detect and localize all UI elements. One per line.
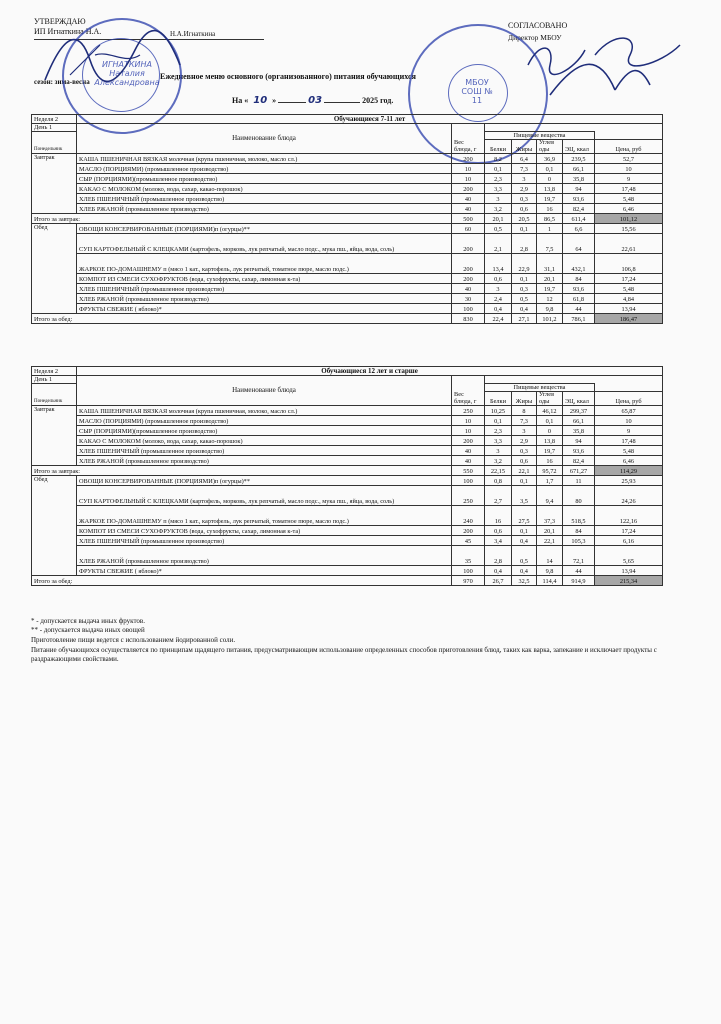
dish-name: СУП КАРТОФЕЛЬНЫЙ С КЛЕЦКАМИ (картофель, морковь, лук репчатый, масло подс., мука пш., яйца, вода, соль) — [77, 486, 452, 506]
dish-weight: 40 — [452, 194, 485, 204]
column-weight-header: Вес блюда, г — [452, 376, 485, 406]
dish-protein: 2,3 — [485, 174, 512, 184]
weekday-label: Понедельник — [32, 132, 77, 154]
dish-price: 13,94 — [595, 566, 663, 576]
dish-weight: 100 — [452, 566, 485, 576]
table-row — [32, 526, 663, 536]
dish-carbs: 19,7 — [537, 284, 563, 294]
dish-fat: 2,9 — [512, 436, 537, 446]
dish-price: 17,24 — [595, 526, 663, 536]
dish-fat: 7,3 — [512, 416, 537, 426]
dish-price: 15,56 — [595, 224, 663, 234]
total-row — [32, 214, 663, 224]
table-row — [32, 436, 663, 446]
dish-fat: 3 — [512, 174, 537, 184]
dish-energy: 66,1 — [563, 416, 595, 426]
meal-label: Завтрак — [32, 154, 77, 214]
table-row — [32, 416, 663, 426]
agreed-label: СОГЛАСОВАНО — [508, 21, 568, 30]
dish-name: КАША ПШЕНИЧНАЯ ВЯЗКАЯ молочная (крупа пшеничная, молоко, масло сл.) — [77, 406, 452, 416]
dish-energy: 82,4 — [563, 204, 595, 214]
dish-name: ЖАРКОЕ ПО-ДОМАШНЕМУ п (мясо 1 кат., картофель, лук репчатый, томатное пюре, масло подс.) — [77, 254, 452, 274]
dish-carbs: 7,5 — [537, 234, 563, 254]
dish-weight: 10 — [452, 164, 485, 174]
dish-fat: 7,3 — [512, 164, 537, 174]
dish-protein: 3 — [485, 194, 512, 204]
dish-protein: 0,6 — [485, 526, 512, 536]
dish-carbs: 13,8 — [537, 436, 563, 446]
dish-name: ЖАРКОЕ ПО-ДОМАШНЕМУ п (мясо 1 кат., картофель, лук репчатый, томатное пюре, масло подс.) — [77, 506, 452, 526]
dish-protein: 3 — [485, 284, 512, 294]
dish-carbs: 14 — [537, 546, 563, 566]
dish-carbs: 9,8 — [537, 566, 563, 576]
signature-right-icon — [520, 25, 690, 100]
table-row — [32, 194, 663, 204]
total-carbs: 95,72 — [537, 466, 563, 476]
dish-weight: 30 — [452, 294, 485, 304]
total-label: Итого за обед: — [32, 314, 452, 324]
dish-fat: 3 — [512, 426, 537, 436]
dish-carbs: 0 — [537, 174, 563, 184]
dish-name: МАСЛО (ПОРЦИЯМИ) (промышленное производство) — [77, 164, 452, 174]
dish-fat: 0,5 — [512, 294, 537, 304]
dish-name: ФРУКТЫ СВЕЖИЕ ( яблоко)* — [77, 304, 452, 314]
table-row — [32, 284, 663, 294]
dish-weight: 10 — [452, 416, 485, 426]
note-vegetables: ** - допускается выдача иных овощей — [31, 626, 145, 634]
dish-name: ОВОЩИ КОНСЕРВИРОВАННЫЕ (ПОРЦИЯМИ)п (огурцы)** — [77, 476, 452, 486]
dish-fat: 0,3 — [512, 284, 537, 294]
table-row — [32, 304, 663, 314]
dish-protein: 0,5 — [485, 224, 512, 234]
dish-price: 25,93 — [595, 476, 663, 486]
dish-price: 17,48 — [595, 436, 663, 446]
dish-name: ХЛЕБ ПШЕНИЧНЫЙ (промышленное производство) — [77, 536, 452, 546]
dish-energy: 299,37 — [563, 406, 595, 416]
dish-weight: 200 — [452, 154, 485, 164]
total-label: Итого за завтрак: — [32, 466, 452, 476]
dish-protein: 3,3 — [485, 184, 512, 194]
table-row — [32, 294, 663, 304]
dish-energy: 94 — [563, 436, 595, 446]
dish-protein: 2,7 — [485, 486, 512, 506]
total-carbs: 101,2 — [537, 314, 563, 324]
dish-carbs: 22,1 — [537, 536, 563, 546]
dish-name: ХЛЕБ РЖАНОЙ (промышленное производство) — [77, 456, 452, 466]
dish-weight: 200 — [452, 526, 485, 536]
dish-price: 5,48 — [595, 284, 663, 294]
dish-price: 106,8 — [595, 254, 663, 274]
dish-carbs: 46,12 — [537, 406, 563, 416]
dish-carbs: 16 — [537, 204, 563, 214]
dish-energy: 93,6 — [563, 284, 595, 294]
dish-protein: 3,2 — [485, 204, 512, 214]
dish-fat: 0,6 — [512, 204, 537, 214]
dish-fat: 0,4 — [512, 304, 537, 314]
dish-protein: 0,8 — [485, 476, 512, 486]
total-carbs: 86,5 — [537, 214, 563, 224]
dish-price: 6,16 — [595, 536, 663, 546]
dish-carbs: 12 — [537, 294, 563, 304]
total-energy: 671,27 — [563, 466, 595, 476]
dish-fat: 0,3 — [512, 194, 537, 204]
column-name-header: Наименование блюда — [77, 376, 452, 406]
dish-weight: 200 — [452, 436, 485, 446]
price-header: Цена, руб — [595, 392, 663, 406]
dish-weight: 40 — [452, 204, 485, 214]
dish-fat: 2,8 — [512, 234, 537, 254]
dish-weight: 200 — [452, 274, 485, 284]
menu-table-12-plus — [31, 366, 663, 586]
dish-weight: 100 — [452, 476, 485, 486]
dish-weight: 60 — [452, 224, 485, 234]
dish-weight: 250 — [452, 486, 485, 506]
dish-protein: 0,1 — [485, 164, 512, 174]
table-row — [32, 234, 663, 254]
total-price: 114,29 — [595, 466, 663, 476]
dish-fat: 3,5 — [512, 486, 537, 506]
dish-energy: 35,8 — [563, 174, 595, 184]
dish-weight: 35 — [452, 546, 485, 566]
dish-carbs: 19,7 — [537, 194, 563, 204]
dish-protein: 2,8 — [485, 546, 512, 566]
dish-name: СУП КАРТОФЕЛЬНЫЙ С КЛЕЦКАМИ (картофель, морковь, лук репчатый, масло подс., мука пш., яйца, вода, соль) — [77, 234, 452, 254]
dish-fat: 0,4 — [512, 566, 537, 576]
energy-header: ЭЦ, ккал — [563, 140, 595, 154]
dish-name: СЫР (ПОРЦИЯМИ)(промышленное производство) — [77, 426, 452, 436]
dish-protein: 2,3 — [485, 426, 512, 436]
table-row — [32, 406, 663, 416]
dish-price: 5,65 — [595, 546, 663, 566]
dish-price: 17,24 — [595, 274, 663, 284]
nutrients-header: Пищевые вещества — [485, 132, 595, 140]
dish-name: ОВОЩИ КОНСЕРВИРОВАННЫЕ (ПОРЦИЯМИ)п (огурцы)** — [77, 224, 452, 234]
total-protein: 26,7 — [485, 576, 512, 586]
table-row — [32, 174, 663, 184]
dish-name: КАША ПШЕНИЧНАЯ ВЯЗКАЯ молочная (крупа пшеничная, молоко, масло сл.) — [77, 154, 452, 164]
total-energy: 786,1 — [563, 314, 595, 324]
dish-weight: 250 — [452, 406, 485, 416]
dish-price: 6,46 — [595, 456, 663, 466]
group-title: Обучающиеся 7-11 лет — [77, 115, 663, 124]
date-month: 03 — [308, 95, 323, 106]
dish-energy: 105,3 — [563, 536, 595, 546]
dish-weight: 240 — [452, 506, 485, 526]
dish-weight: 200 — [452, 254, 485, 274]
table-row — [32, 486, 663, 506]
table-row — [32, 204, 663, 214]
dish-name: ХЛЕБ РЖАНОЙ (промышленное производство) — [77, 204, 452, 214]
table-row — [32, 274, 663, 284]
dish-protein: 0,4 — [485, 304, 512, 314]
dish-carbs: 1,7 — [537, 476, 563, 486]
price-header: Цена, руб — [595, 140, 663, 154]
dish-protein: 0,6 — [485, 274, 512, 284]
dish-energy: 84 — [563, 274, 595, 284]
director-label: Директор МБОУ — [508, 33, 562, 42]
protein-header: Белки — [485, 392, 512, 406]
total-row — [32, 466, 663, 476]
fat-header: Жиры — [512, 140, 537, 154]
dish-fat: 2,9 — [512, 184, 537, 194]
dish-fat: 0,3 — [512, 446, 537, 456]
total-energy: 914,9 — [563, 576, 595, 586]
menu-table-7-11 — [31, 114, 663, 324]
signer-left: Н.А.Игнаткина — [170, 30, 216, 38]
table-row — [32, 184, 663, 194]
dish-energy: 35,8 — [563, 426, 595, 436]
dish-energy: 44 — [563, 304, 595, 314]
dish-fat: 0,4 — [512, 536, 537, 546]
stamp-right-text: МБОУ СОШ № 11 — [461, 78, 493, 105]
weekday-label: Понедельник — [32, 384, 77, 406]
dish-name: ХЛЕБ ПШЕНИЧНЫЙ (промышленное производство) — [77, 194, 452, 204]
dish-carbs: 20,1 — [537, 274, 563, 284]
dish-name: КАКАО С МОЛОКОМ (молоко, вода, сахар, какао-порошок) — [77, 184, 452, 194]
total-weight: 500 — [452, 214, 485, 224]
ip-name: ИП Игнаткина Н.А. — [34, 27, 102, 36]
total-protein: 20,1 — [485, 214, 512, 224]
dish-fat: 0,5 — [512, 546, 537, 566]
signature-left-icon — [40, 20, 190, 110]
energy-header: ЭЦ, ккал — [563, 392, 595, 406]
dish-protein: 10,25 — [485, 406, 512, 416]
dish-energy: 64 — [563, 234, 595, 254]
table-row — [32, 154, 663, 164]
note-diet: Питание обучающихся осуществляется по принципам щадящего питания, предусматривающим использование определенных способов приготовления блюд, таких как варка, запекание и исключает продукты с раздражающими свойствами. — [31, 646, 657, 663]
dish-protein: 13,4 — [485, 254, 512, 274]
carbs-header: Углев оды — [537, 392, 563, 406]
dish-protein: 2,4 — [485, 294, 512, 304]
carbs-header: Углев оды — [537, 140, 563, 154]
meal-label: Обед — [32, 224, 77, 314]
total-fat: 20,5 — [512, 214, 537, 224]
dish-carbs: 1 — [537, 224, 563, 234]
dish-price: 13,94 — [595, 304, 663, 314]
dish-energy: 82,4 — [563, 456, 595, 466]
dish-fat: 27,5 — [512, 506, 537, 526]
dish-protein: 8,2 — [485, 154, 512, 164]
total-label: Итого за обед: — [32, 576, 452, 586]
protein-header: Белки — [485, 140, 512, 154]
total-fat: 22,1 — [512, 466, 537, 476]
table-row — [32, 446, 663, 456]
total-price: 186,47 — [595, 314, 663, 324]
dish-price: 6,46 — [595, 204, 663, 214]
dish-protein: 3,2 — [485, 456, 512, 466]
dish-weight: 40 — [452, 456, 485, 466]
dish-weight: 10 — [452, 174, 485, 184]
dish-weight: 40 — [452, 284, 485, 294]
total-protein: 22,4 — [485, 314, 512, 324]
date-prefix: На « — [232, 96, 249, 105]
date-mid: » — [272, 96, 277, 105]
week-label: Неделя 2 — [32, 367, 77, 376]
date-year: 2025 год. — [362, 96, 394, 105]
dish-energy: 93,6 — [563, 446, 595, 456]
dish-price: 22,61 — [595, 234, 663, 254]
total-energy: 611,4 — [563, 214, 595, 224]
dish-energy: 72,1 — [563, 546, 595, 566]
dish-protein: 16 — [485, 506, 512, 526]
table-row — [32, 224, 663, 234]
dish-name: КОМПОТ ИЗ СМЕСИ СУХОФРУКТОВ (вода, сухофрукты, сахар, лимонная к-та) — [77, 274, 452, 284]
total-fat: 32,5 — [512, 576, 537, 586]
dish-weight: 100 — [452, 304, 485, 314]
page-title: Ежедневное меню основного (организованного) питания обучающихся — [160, 72, 416, 81]
note-salt: Приготовление пищи ведется с использованием йодированной соли. — [31, 636, 236, 644]
dish-energy: 84 — [563, 526, 595, 536]
total-row — [32, 576, 663, 586]
nutrients-header: Пищевые вещества — [485, 384, 595, 392]
dish-weight: 200 — [452, 184, 485, 194]
dish-name: ХЛЕБ ПШЕНИЧНЫЙ (промышленное производство) — [77, 284, 452, 294]
dish-fat: 22,9 — [512, 254, 537, 274]
dish-price: 65,87 — [595, 406, 663, 416]
dish-energy: 66,1 — [563, 164, 595, 174]
dish-energy: 80 — [563, 486, 595, 506]
dish-carbs: 19,7 — [537, 446, 563, 456]
meal-label: Завтрак — [32, 406, 77, 466]
stamp-left-text: ИГНАТКИНА Наталия Александровна — [94, 60, 160, 87]
total-weight: 830 — [452, 314, 485, 324]
dish-carbs: 0,1 — [537, 416, 563, 426]
dish-energy: 94 — [563, 184, 595, 194]
dish-carbs: 9,4 — [537, 486, 563, 506]
dish-name: СЫР (ПОРЦИЯМИ)(промышленное производство) — [77, 174, 452, 184]
dish-carbs: 9,8 — [537, 304, 563, 314]
dish-name: ХЛЕБ ПШЕНИЧНЫЙ (промышленное производство) — [77, 446, 452, 456]
table-row — [32, 536, 663, 546]
table-row — [32, 566, 663, 576]
dish-fat: 8 — [512, 406, 537, 416]
date-line — [232, 96, 393, 105]
dish-name: ФРУКТЫ СВЕЖИЕ ( яблоко)* — [77, 566, 452, 576]
dish-energy: 11 — [563, 476, 595, 486]
day-label: День 1 — [32, 376, 77, 384]
note-fruits: * - допускается выдача иных фруктов. — [31, 617, 145, 625]
column-weight-header: Вес блюда, г — [452, 124, 485, 154]
dish-weight: 10 — [452, 426, 485, 436]
dish-price: 4,84 — [595, 294, 663, 304]
table-row — [32, 426, 663, 436]
dish-name: ХЛЕБ РЖАНОЙ (промышленное производство) — [77, 546, 452, 566]
table-row — [32, 456, 663, 466]
total-weight: 550 — [452, 466, 485, 476]
table-row — [32, 164, 663, 174]
day-label: День 1 — [32, 124, 77, 132]
total-price: 215,34 — [595, 576, 663, 586]
dish-fat: 0,1 — [512, 476, 537, 486]
column-name-header: Наименование блюда — [77, 124, 452, 154]
dish-fat: 0,1 — [512, 526, 537, 536]
dish-protein: 0,1 — [485, 416, 512, 426]
dish-energy: 6,6 — [563, 224, 595, 234]
dish-price: 5,48 — [595, 446, 663, 456]
group-title: Обучающиеся 12 лет и старше — [77, 367, 663, 376]
dish-weight: 200 — [452, 234, 485, 254]
dish-name: КОМПОТ ИЗ СМЕСИ СУХОФРУКТОВ (вода, сухофрукты, сахар, лимонная к-та) — [77, 526, 452, 536]
dish-carbs: 36,9 — [537, 154, 563, 164]
dish-protein: 2,1 — [485, 234, 512, 254]
dish-weight: 40 — [452, 446, 485, 456]
dish-energy: 518,5 — [563, 506, 595, 526]
fat-header: Жиры — [512, 392, 537, 406]
dish-price: 5,48 — [595, 194, 663, 204]
week-label: Неделя 2 — [32, 115, 77, 124]
dish-energy: 61,8 — [563, 294, 595, 304]
table-row — [32, 506, 663, 526]
dish-carbs: 0 — [537, 426, 563, 436]
dish-weight: 45 — [452, 536, 485, 546]
dish-fat: 0,1 — [512, 224, 537, 234]
dish-energy: 93,6 — [563, 194, 595, 204]
dish-fat: 6,4 — [512, 154, 537, 164]
total-carbs: 114,4 — [537, 576, 563, 586]
dish-carbs: 13,8 — [537, 184, 563, 194]
total-weight: 970 — [452, 576, 485, 586]
table-row — [32, 254, 663, 274]
total-row — [32, 314, 663, 324]
total-protein: 22,15 — [485, 466, 512, 476]
dish-price: 9 — [595, 174, 663, 184]
table-row — [32, 546, 663, 566]
dish-energy: 44 — [563, 566, 595, 576]
dish-name: ХЛЕБ РЖАНОЙ (промышленное производство) — [77, 294, 452, 304]
dish-protein: 3,3 — [485, 436, 512, 446]
dish-name: МАСЛО (ПОРЦИЯМИ) (промышленное производство) — [77, 416, 452, 426]
total-price: 101,12 — [595, 214, 663, 224]
dish-price: 10 — [595, 164, 663, 174]
dish-carbs: 16 — [537, 456, 563, 466]
dish-fat: 0,6 — [512, 456, 537, 466]
total-label: Итого за завтрак: — [32, 214, 452, 224]
dish-price: 10 — [595, 416, 663, 426]
dish-carbs: 20,1 — [537, 526, 563, 536]
dish-fat: 0,1 — [512, 274, 537, 284]
dish-price: 52,7 — [595, 154, 663, 164]
meal-label: Обед — [32, 476, 77, 576]
dish-energy: 239,5 — [563, 154, 595, 164]
table-row — [32, 476, 663, 486]
dish-price: 9 — [595, 426, 663, 436]
dish-name: КАКАО С МОЛОКОМ (молоко, вода, сахар, какао-порошок) — [77, 436, 452, 446]
date-day: 10 — [253, 95, 268, 106]
dish-protein: 3,4 — [485, 536, 512, 546]
dish-price: 17,48 — [595, 184, 663, 194]
season-label: сезон: зима-весна — [34, 78, 90, 86]
dish-carbs: 0,1 — [537, 164, 563, 174]
dish-protein: 0,4 — [485, 566, 512, 576]
dish-carbs: 37,3 — [537, 506, 563, 526]
dish-energy: 432,1 — [563, 254, 595, 274]
total-fat: 27,1 — [512, 314, 537, 324]
dish-carbs: 31,1 — [537, 254, 563, 274]
dish-protein: 3 — [485, 446, 512, 456]
dish-price: 24,26 — [595, 486, 663, 506]
approved-label: УТВЕРЖДАЮ — [34, 17, 86, 26]
dish-price: 122,16 — [595, 506, 663, 526]
